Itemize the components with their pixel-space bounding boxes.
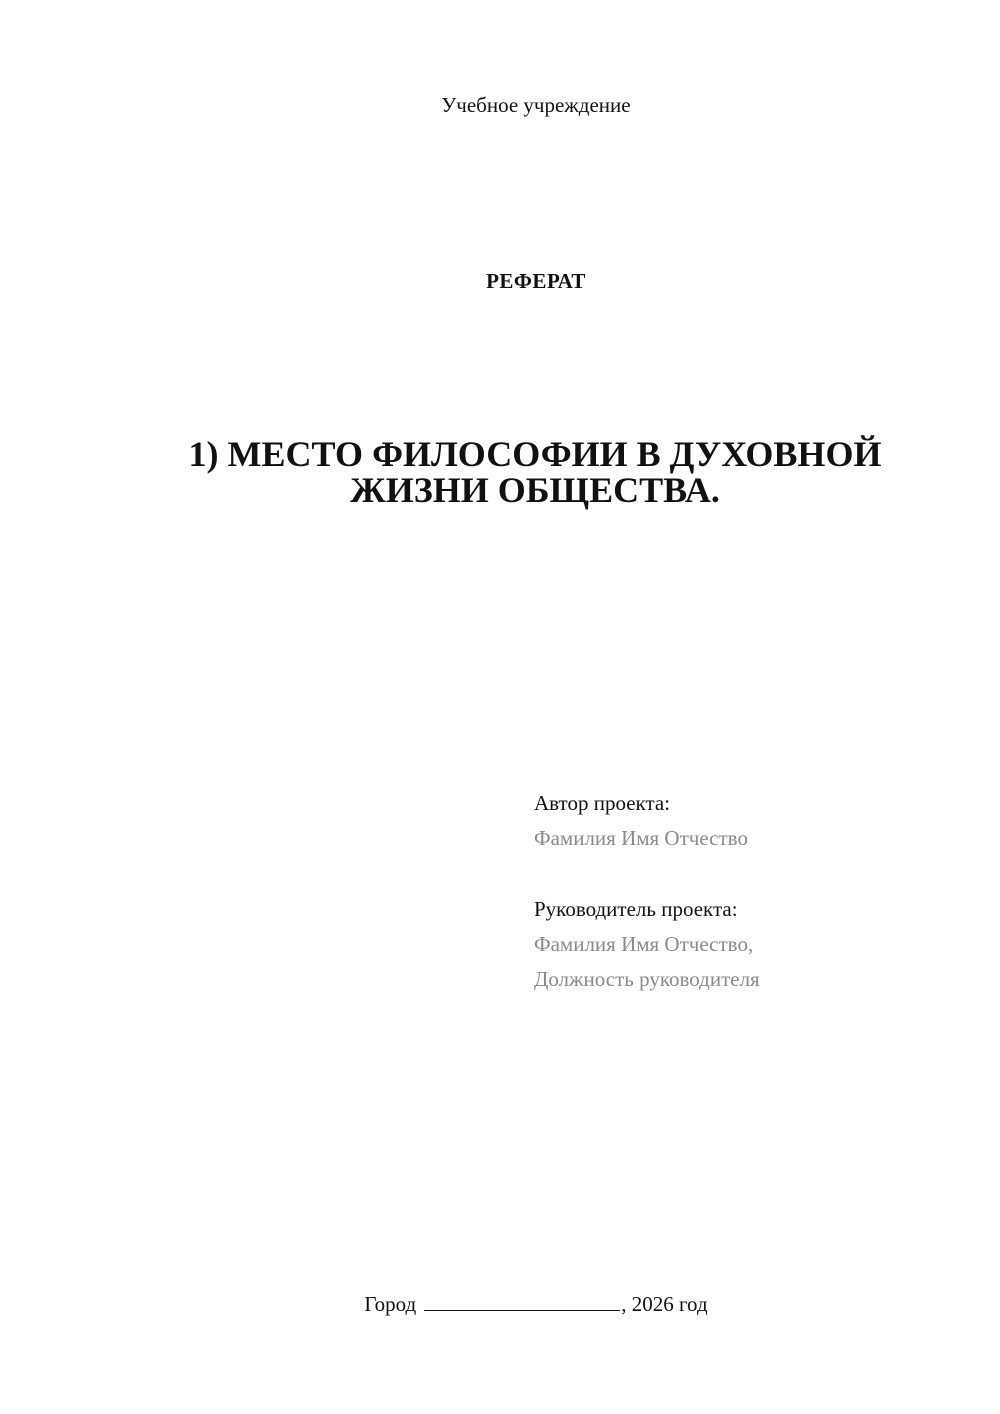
title-line-2: ЖИЗНИ ОБЩЕСТВА. [350,470,720,510]
city-blank-line [424,1292,620,1311]
project-info [534,786,974,997]
author-label: Автор проекта: [534,791,671,815]
author-name: Фамилия Имя Отчество [534,826,748,850]
city-year-line [0,1290,1000,1318]
title-line-1: 1) МЕСТО ФИЛОСОФИИ В ДУХОВНОЙ [188,434,882,474]
supervisor-label: Руководитель проекта: [534,897,738,921]
info-spacer [534,856,974,892]
document-type: РЕФЕРАТ [486,269,586,293]
supervisor-position: Должность руководителя [534,967,760,991]
document-title [150,436,920,508]
year-text: , 2026 год [621,1292,708,1316]
institution-name: Учебное учреждение [441,93,631,117]
city-label: Город [364,1292,417,1316]
supervisor-name: Фамилия Имя Отчество, [534,932,754,956]
